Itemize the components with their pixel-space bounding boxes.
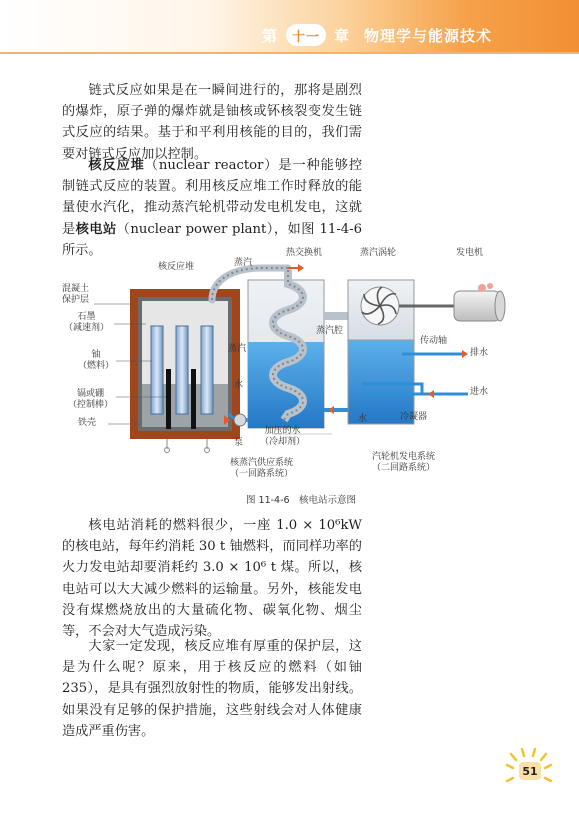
page-number-badge [505, 748, 553, 796]
reactor [130, 289, 240, 453]
drain-arrow [462, 350, 468, 358]
label-graphite: 石墨 （减速剂） [64, 312, 110, 333]
chapter-prefix: 第 [262, 26, 279, 45]
label-steam-mid: 蒸汽 [228, 344, 247, 354]
figure-caption: 图 11-4-6 核电站示意图 [246, 495, 357, 506]
chapter-heading [262, 22, 492, 48]
label-drain: 排水 [470, 348, 489, 358]
label-water-mid: 水 [234, 380, 244, 390]
generator-terminal [487, 283, 493, 289]
nuclear-power-plant-diagram [62, 244, 514, 506]
chapter-title: 物理学与能源技术 [364, 26, 493, 45]
label-cadmium: 镉或硼 （控制棒） [68, 389, 114, 410]
label-heat-exchanger: 热交换机 [286, 248, 323, 258]
label-secondary-loop: 汽轮机发电系统 （二回路系统） [372, 452, 436, 473]
generator-body [454, 291, 500, 321]
feedwater-arrow [328, 406, 334, 414]
label-concrete: 混凝土 保护层 [62, 284, 90, 305]
term-nuclear-power-plant: 核电站 [75, 221, 117, 237]
header-divider [0, 52, 579, 54]
sun-ray [507, 765, 513, 768]
generator-terminal [478, 284, 486, 292]
label-inlet: 进水 [470, 387, 489, 397]
sun-ray [541, 754, 546, 760]
inlet-arrow [428, 390, 434, 398]
sun-ray [545, 778, 551, 781]
sun-ray [507, 778, 513, 781]
label-water-bottom: 水 [358, 414, 368, 424]
control-rod [191, 369, 196, 429]
steam-flow-arrow-head [298, 264, 304, 272]
generator-end [495, 291, 505, 321]
generator [454, 283, 505, 321]
label-reactor: 核反应堆 [158, 262, 195, 272]
fuel-rod [201, 326, 213, 414]
paragraph-nuclear-reactor-text-a: （nuclear reactor）是一种能够控制链式反应的装置。利用核反应堆工作时释放的能量使水汽化，推动蒸汽轮机带动发电机发电，这就是 [62, 158, 363, 237]
label-pump: 泵 [234, 438, 244, 448]
sun-ray [522, 749, 524, 756]
paragraph-shielding: 大家一定发现，核反应堆有厚重的保护层，这是为什么呢？原来，用于核反应的燃料（如铀235），是具有强烈放射性的物质，能够发出射线。如果没有足够的保护措施，这些射线会对人体健康造成严重伤害。 [62, 639, 362, 739]
sun-ray [533, 749, 535, 756]
label-uranium: 铀 （燃料） [78, 350, 115, 371]
sun-ray [545, 765, 551, 768]
control-rod [166, 369, 171, 429]
chapter-header [0, 0, 579, 52]
label-drive-shaft: 传动轴 [420, 336, 448, 346]
label-condenser: 冷凝器 [400, 412, 428, 422]
label-steam-chamber: 蒸汽腔 [316, 326, 344, 336]
pump [234, 414, 246, 426]
label-turbine: 蒸汽涡轮 [360, 248, 397, 258]
fuel-rod [176, 326, 188, 414]
label-pressurized-water: 加压的水 （冷却剂） [260, 426, 306, 447]
chapter-suffix: 章 [334, 26, 351, 45]
label-generator: 发电机 [456, 248, 484, 258]
label-steam-top: 蒸汽 [234, 258, 253, 268]
sun-ray [511, 754, 516, 760]
paragraph-nuclear-reactor-text-b: （nuclear power plant），如图 11-4-6 所示。 [62, 221, 363, 258]
paragraph-fuel-efficiency: 核电站消耗的燃料很少，一座 1.0 × 10⁶kW 的核电站，每年约消耗 30 t 铀燃料，而同样功率的火力发电站却要消耗约 3.0 × 10⁶ t 煤。所以，核电站可以大大减少燃料的运输量。另外，核能发电没有煤燃烧放出的大量硫化物、碳氧化物、烟尘等，不会对大气造成污染。 [62, 518, 362, 640]
term-nuclear-reactor: 核反应堆 [88, 158, 145, 173]
turbine-unit [324, 280, 468, 424]
chapter-number-badge: 十一 [286, 24, 326, 46]
fuel-rod [151, 326, 163, 414]
paragraph-chain-reaction: 链式反应如果是在一瞬间进行的，那将是剧烈的爆炸，原子弹的爆炸就是铀核或钚核裂变发生链式反应的结果。基于和平利用核能的目的，我们需要对链式反应加以控制。 [62, 83, 362, 162]
heat-exchanger [248, 270, 324, 428]
label-primary-loop: 核蒸汽供应系统 （一回路系统） [230, 458, 294, 479]
label-iron-shell: 铁壳 [78, 418, 97, 428]
page-number: 51 [519, 762, 541, 780]
